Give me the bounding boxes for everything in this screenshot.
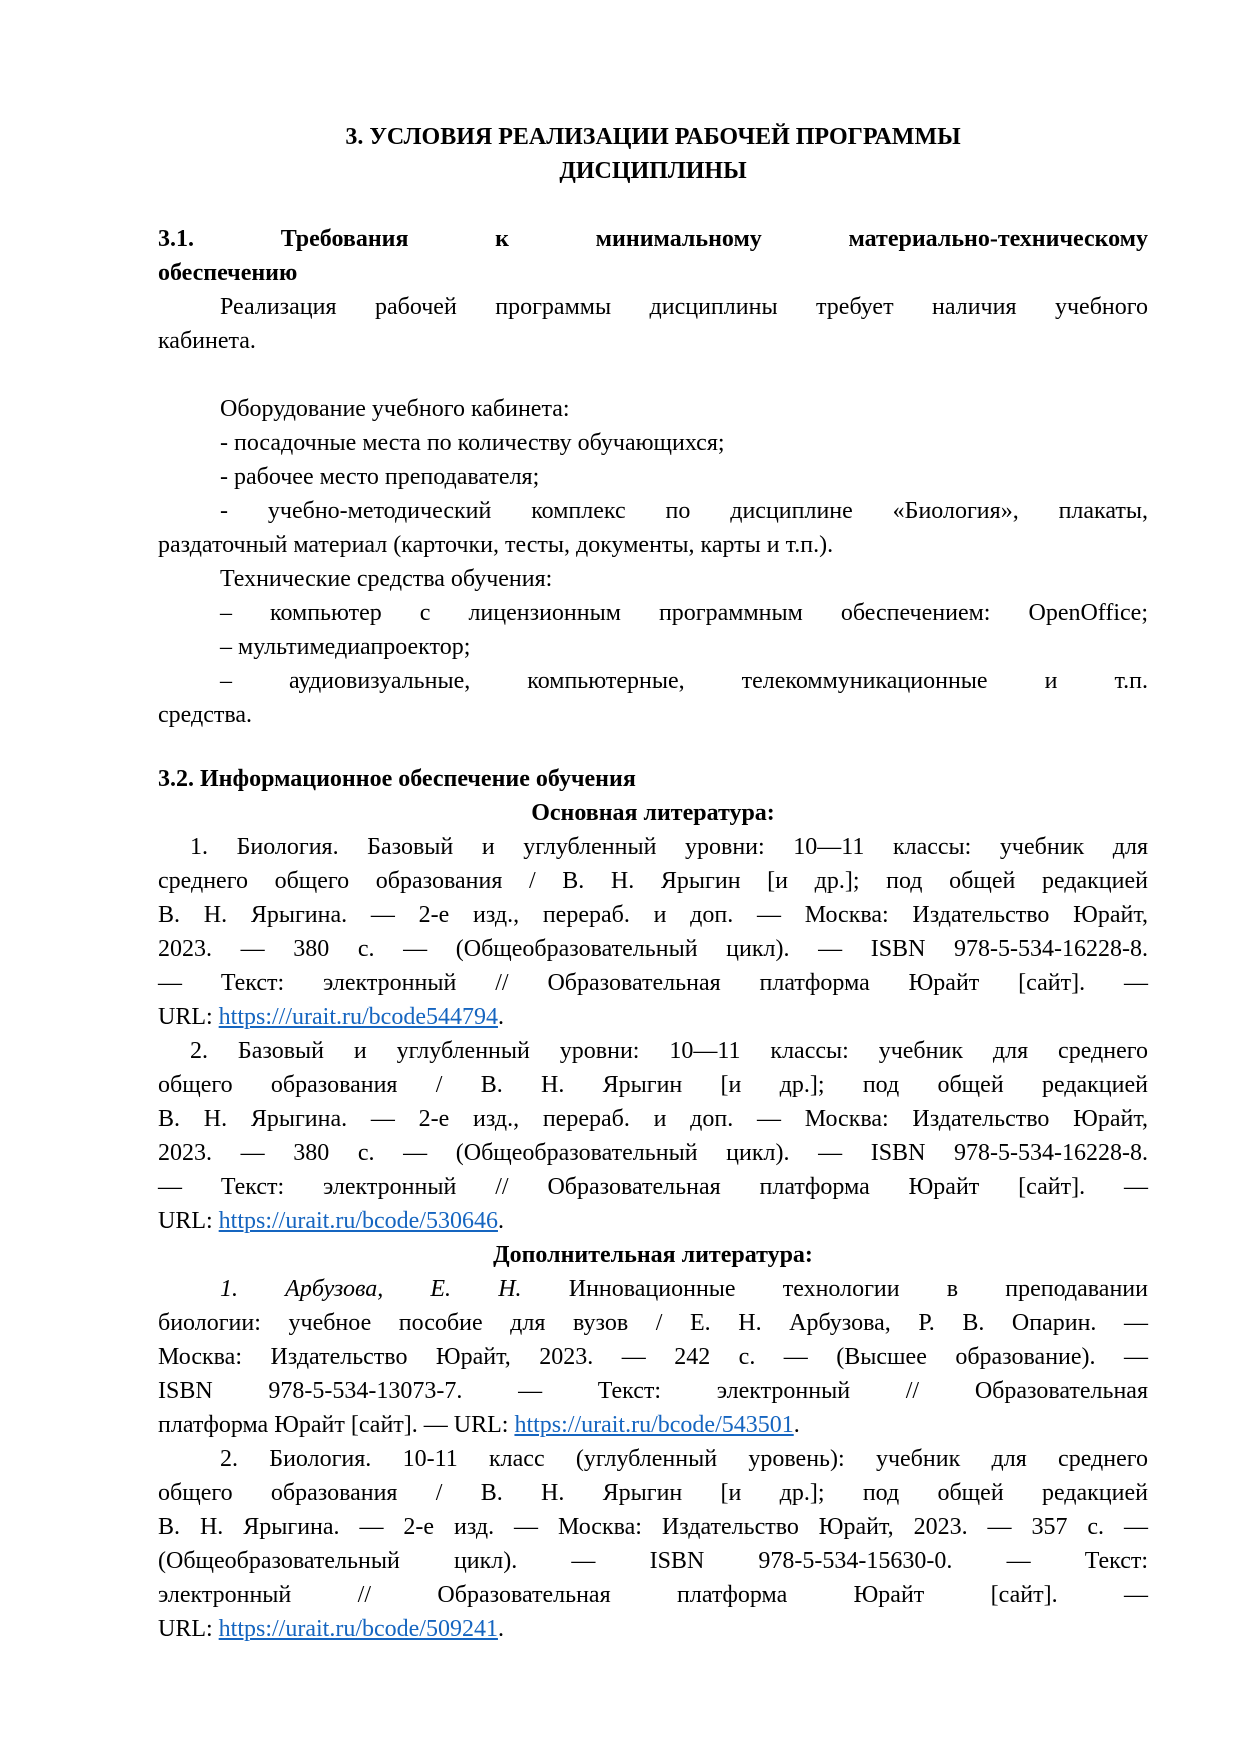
- literature-item-line: общего образования / В. Н. Ярыгин [и др.]; под общей редакцией: [158, 1480, 1148, 1506]
- url-label: URL:: [158, 1616, 219, 1642]
- list-item: - посадочные места по количеству обучающихся;: [220, 430, 725, 456]
- list-item-continuation: раздаточный материал (карточки, тесты, документы, карты и т.п.).: [158, 532, 834, 558]
- section-3-1-heading-line2: обеспечению: [158, 260, 298, 286]
- literature-item-line: 1. Биология. Базовый и углубленный уровни: 10—11 классы: учебник для: [190, 834, 1148, 860]
- tech-means-list: [158, 562, 1148, 732]
- literature-item-line: биологии: учебное пособие для вузов / Е. Н. Арбузова, Р. В. Опарин. —: [158, 1310, 1148, 1336]
- section-3-2-heading: 3.2. Информационное обеспечение обучения: [158, 766, 636, 792]
- literature-url-link[interactable]: https://urait.ru/bcode/543501: [514, 1412, 794, 1438]
- literature-item-url-line: [158, 1204, 1148, 1238]
- document-title-line1: 3. УСЛОВИЯ РЕАЛИЗАЦИИ РАБОЧЕЙ ПРОГРАММЫ: [345, 124, 961, 150]
- literature-item-line-rest: Инновационные технологии в преподавании: [521, 1276, 1148, 1302]
- literature-item-line: 2023. — 380 с. — (Общеобразовательный цикл). — ISBN 978-5-534-16228-8.: [158, 936, 1148, 962]
- literature-item-line: Москва: Издательство Юрайт, 2023. — 242 с. — (Высшее образование). —: [158, 1344, 1148, 1370]
- section-3-1-heading-line1: 3.1. Требования к минимальному материально-техническому: [158, 226, 1148, 252]
- literature-item-line: 2023. — 380 с. — (Общеобразовательный цикл). — ISBN 978-5-534-16228-8.: [158, 1140, 1148, 1166]
- list-item: - рабочее место преподавателя;: [220, 464, 540, 490]
- literature-item-line: общего образования / В. Н. Ярыгин [и др.]; под общей редакцией: [158, 1072, 1148, 1098]
- literature-item-line: В. Н. Ярыгина. — 2-е изд. — Москва: Издательство Юрайт, 2023. — 357 с. —: [158, 1514, 1148, 1540]
- url-label: URL:: [158, 1208, 219, 1234]
- paragraph-line: кабинета.: [158, 328, 256, 354]
- literature-item-line: В. Н. Ярыгина. — 2-е изд., перераб. и доп. — Москва: Издательство Юрайт,: [158, 902, 1148, 928]
- url-suffix: .: [497, 1004, 504, 1030]
- list-item-continuation: средства.: [158, 702, 253, 728]
- literature-item-url-line: [158, 1000, 1148, 1034]
- additional-literature-heading: Дополнительная литература:: [493, 1242, 813, 1268]
- tech-means-intro: Технические средства обучения:: [220, 566, 553, 592]
- literature-item: [158, 830, 1148, 1034]
- url-suffix: .: [497, 1208, 504, 1234]
- section-3-1-heading: [158, 222, 1148, 290]
- equipment-intro: Оборудование учебного кабинета:: [220, 396, 570, 422]
- literature-author-italic: 1. Арбузова, Е. Н.: [220, 1276, 522, 1302]
- literature-item: [158, 1442, 1148, 1646]
- literature-url-link[interactable]: https://urait.ru/bcode/509241: [218, 1616, 498, 1642]
- literature-item-line: (Общеобразовательный цикл). — ISBN 978-5-534-15630-0. — Текст:: [158, 1548, 1148, 1574]
- literature-item-url-line: [158, 1408, 1148, 1442]
- literature-item-line: 2. Базовый и углубленный уровни: 10—11 классы: учебник для среднего: [190, 1038, 1148, 1064]
- literature-item-line: — Текст: электронный // Образовательная платформа Юрайт [сайт]. —: [158, 970, 1148, 996]
- url-label: URL:: [158, 1004, 219, 1030]
- literature-item-url-line: [158, 1612, 1148, 1646]
- literature-item-line: среднего общего образования / В. Н. Ярыгин [и др.]; под общей редакцией: [158, 868, 1148, 894]
- literature-item-line: 2. Биология. 10-11 класс (углубленный уровень): учебник для среднего: [220, 1446, 1148, 1472]
- literature-item-line: ISBN 978-5-534-13073-7. — Текст: электронный // Образовательная: [158, 1378, 1148, 1404]
- main-literature-heading: Основная литература:: [531, 800, 775, 826]
- literature-url-link[interactable]: https:///urait.ru/bcode544794: [218, 1004, 498, 1030]
- list-item: - учебно-методический комплекс по дисциплине «Биология», плакаты,: [220, 498, 1148, 524]
- url-suffix: .: [497, 1616, 504, 1642]
- url-label: платформа Юрайт [сайт]. — URL:: [158, 1412, 515, 1438]
- list-item: – компьютер с лицензионным программным обеспечением: OpenOffice;: [220, 600, 1148, 626]
- literature-item: [158, 1034, 1148, 1238]
- url-suffix: .: [793, 1412, 800, 1438]
- list-item: – мультимедиапроектор;: [220, 634, 471, 660]
- literature-url-link[interactable]: https://urait.ru/bcode/530646: [218, 1208, 498, 1234]
- list-item: – аудиовизуальные, компьютерные, телекоммуникационные и т.п.: [220, 668, 1148, 694]
- document-title-line2: ДИСЦИПЛИНЫ: [559, 158, 747, 184]
- document-title: [158, 120, 1148, 188]
- literature-item-line: В. Н. Ярыгина. — 2-е изд., перераб. и доп. — Москва: Издательство Юрайт,: [158, 1106, 1148, 1132]
- paragraph-line: Реализация рабочей программы дисциплины требует наличия учебного: [220, 294, 1148, 320]
- equipment-list: [158, 392, 1148, 562]
- literature-item-line: — Текст: электронный // Образовательная платформа Юрайт [сайт]. —: [158, 1174, 1148, 1200]
- literature-item-line: [158, 1272, 1148, 1306]
- section-3-1-paragraph: [158, 290, 1148, 358]
- literature-item: [158, 1272, 1148, 1442]
- literature-item-line: электронный // Образовательная платформа Юрайт [сайт]. —: [158, 1582, 1148, 1608]
